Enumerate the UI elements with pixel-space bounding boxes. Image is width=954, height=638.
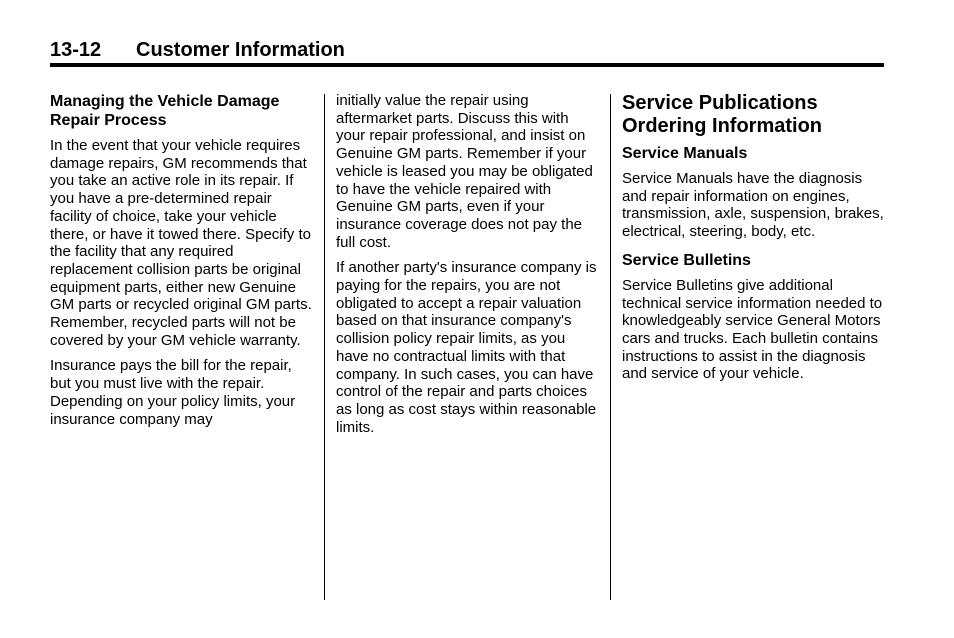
- page-header: [50, 38, 884, 62]
- service-bulletins-heading: Service Bulletins: [622, 251, 751, 269]
- service-manuals-heading: Service Manuals: [622, 145, 748, 162]
- column-2: [336, 92, 600, 436]
- column-3: [622, 92, 886, 383]
- service-manuals-text: Service Manuals have the diagnosis and repair information on engines, transmission, axle, suspension, brakes, electrical, steering, body, etc.: [622, 170, 884, 241]
- paragraph: In the event that your vehicle requires damage repairs, GM recommends that you take an active role in its repair. If you have a pre-determined repair facility of choice, take your vehicle there, or have it towed there. Specify to the facility that any required replacement collision parts be original equipment parts, either new Genuine GM parts or recycled original GM parts. Remember, recycled parts will not be covered by your GM vehicle warranty.: [50, 137, 312, 349]
- column-divider: [610, 94, 611, 600]
- column-1: [50, 92, 316, 428]
- page-number: 13-12: [50, 39, 102, 61]
- paragraph: If another party's insurance company is paying for the repairs, you are not obligated to accept a repair valuation based on that insurance company's collision policy repair limits, as you have no contractual limits with that company. In such cases, you can have control of the repair and parts choices as long as cost stays within reasonable limits.: [336, 259, 597, 436]
- service-publications-heading: Service Publications Ordering Information: [622, 92, 822, 137]
- paragraph: Insurance pays the bill for the repair, but you must live with the repair. Depending on your policy limits, your insurance company may: [50, 357, 296, 428]
- column-divider: [324, 94, 325, 600]
- paragraph: initially value the repair using aftermarket parts. Discuss this with your repair professional, and insist on Genuine GM parts. Remember if your vehicle is leased you may be obligated to have the vehicle repaired with Genuine GM parts, even if your insurance coverage does not pay the full cost.: [336, 92, 593, 251]
- damage-repair-heading: Managing the Vehicle Damage Repair Process: [50, 93, 280, 129]
- section-title: Customer Information: [136, 39, 345, 61]
- service-bulletins-text: Service Bulletins give additional technical service information needed to knowledgeably service General Motors cars and trucks. Each bulletin contains instructions to assist in the diagnosis and service of your vehicle.: [622, 276, 883, 383]
- header-rule: [50, 63, 884, 67]
